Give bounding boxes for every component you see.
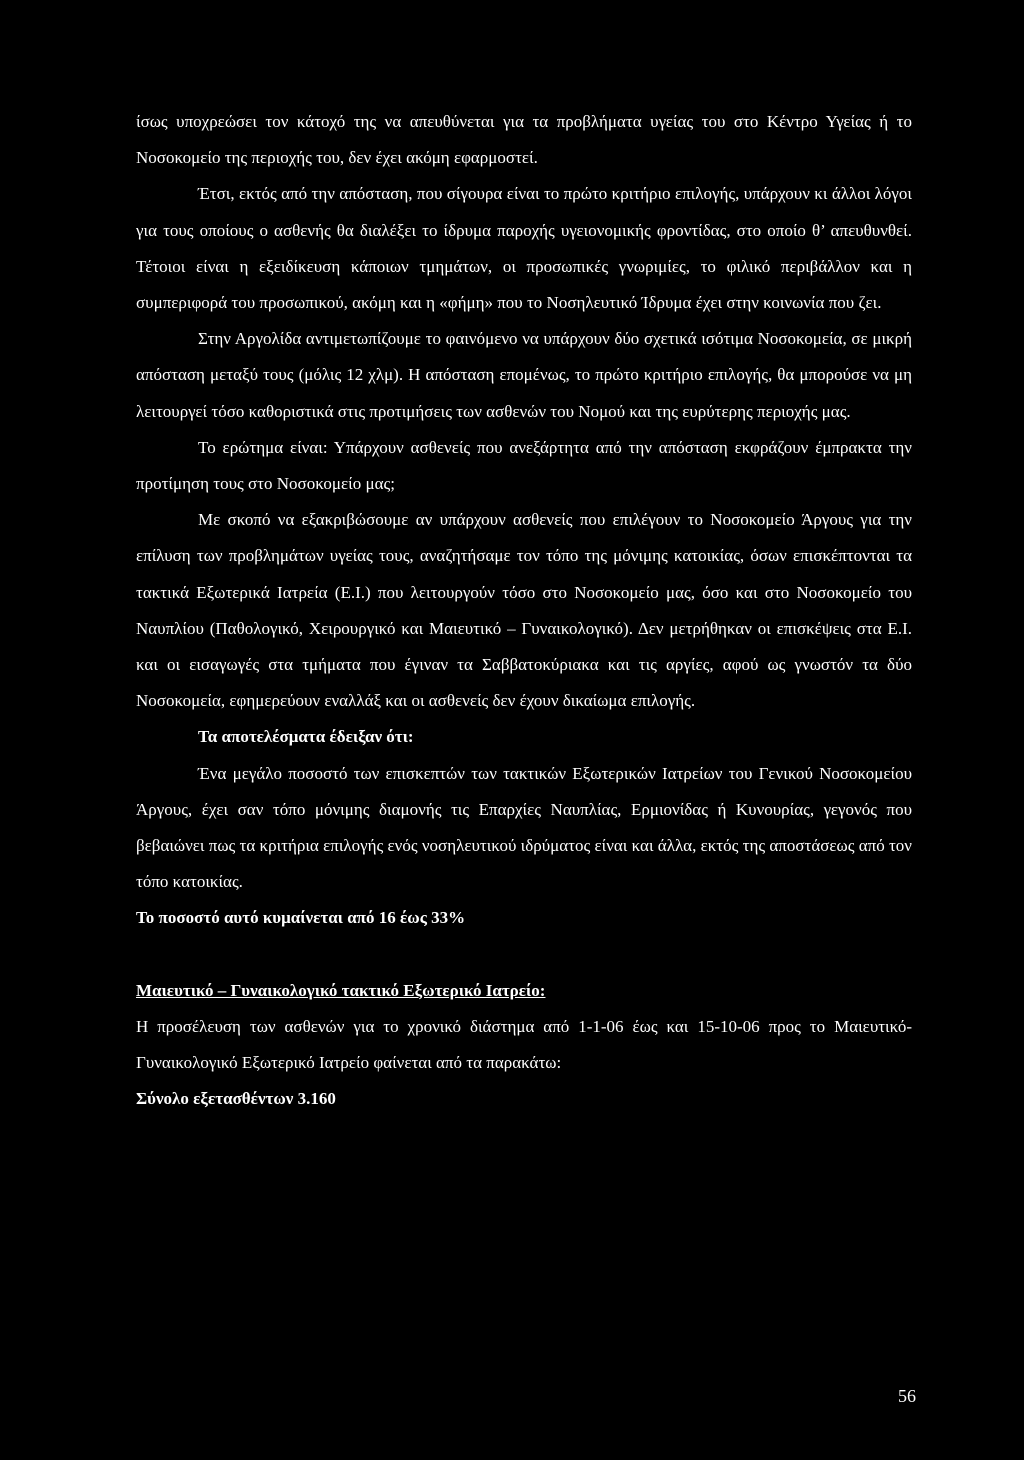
paragraph-results: Ένα μεγάλο ποσοστό των επισκεπτών των τακτικών Εξωτερικών Ιατρείων του Γενικού Νοσοκομείου Άργους, έχει σαν τόπο μόνιμης διαμονής τις Επαρχίες Ναυπλίας, Ερμιονίδας ή Κυνουρίας, γεγονός που βεβαιώνει πως τα κριτήρια επιλογής ενός νοσηλευτικού ιδρύματος είναι και άλλα, εκτός της αποστάσεως από τον τόπο κατοικίας. <box>136 763 912 892</box>
paragraph-argolida: Στην Αργολίδα αντιμετωπίζουμε το φαινόμενο να υπάρχουν δύο σχετικά ισότιμα Νοσοκομεία, σε μικρή απόσταση μεταξύ τους (μόλις 12 χλμ). Η απόσταση επομένως, το πρώτο κριτήριο επιλογής, θα μπορούσε να μη λειτουργεί τόσο καθοριστικά στις προτιμήσεις των ασθενών του Νομού και της ευρύτερης περιοχής μας. <box>136 329 912 421</box>
results-heading: Τα αποτελέσματα έδειξαν ότι: <box>198 727 414 747</box>
paragraph-question: Το ερώτημα είναι: Υπάρχουν ασθενείς που ανεξάρτητα από την απόσταση εκφράζουν έμπρακτα την προτίμηση τους στο Νοσοκομείο μας; <box>136 437 912 494</box>
section-heading-obstetrics: Μαιευτικό – Γυναικολογικό τακτικό Εξωτερικό Ιατρείο: <box>136 980 546 1000</box>
paragraph-continuation: ίσως υποχρεώσει τον κάτοχό της να απευθύνεται για τα προβλήματα υγείας του στο Κέντρο Υγείας ή το Νοσοκομείο της περιοχής του, δεν έχει ακόμη εφαρμοστεί. <box>136 112 912 168</box>
percentage-statement: Το ποσοστό αυτό κυμαίνεται από 16 έως 33% <box>136 908 466 928</box>
spacer <box>136 937 912 973</box>
total-examined: Σύνολο εξετασθέντων 3.160 <box>136 1089 336 1109</box>
paragraph-attendance: Η προσέλευση των ασθενών για το χρονικό διάστημα από 1-1-06 έως και 15-10-06 προς το Μαιευτικό-Γυναικολογικό Εξωτερικό Ιατρείο φαίνεται από τα παρακάτω: <box>136 1016 912 1073</box>
paragraph-method: Με σκοπό να εξακριβώσουμε αν υπάρχουν ασθενείς που επιλέγουν το Νοσοκομείο Άργους για την επίλυση των προβλημάτων υγείας τους, αναζητήσαμε τον τόπο της μόνιμης κατοικίας, όσων επισκέπτονται τα τακτικά Εξωτερικά Ιατρεία (Ε.Ι.) που λειτουργούν τόσο στο Νοσοκομείο μας, όσο και στο Νοσοκομείο του Ναυπλίου (Παθολογικό, Χειρουργικό και Μαιευτικό – Γυναικολογικό). Δεν μετρήθηκαν οι επισκέψεις στα Ε.Ι. και οι εισαγωγές στα τμήματα που έγιναν τα Σαββατοκύριακα και τις αργίες, αφού ως γνωστόν τα δύο Νοσοκομεία, εφημερεύουν εναλλάξ και οι ασθενείς δεν έχουν δικαίωμα επιλογής. <box>136 510 912 711</box>
page-number: 56 <box>898 1386 916 1406</box>
document-body <box>136 104 912 1117</box>
paragraph-selection-criteria: Έτσι, εκτός από την απόσταση, που σίγουρα είναι το πρώτο κριτήριο επιλογής, υπάρχουν κι άλλοι λόγοι για τους οποίους ο ασθενής θα διαλέξει το ίδρυμα παροχής υγειονομικής φροντίδας, στο οποίο θ’ απευθυνθεί. Τέτοιοι είναι η εξειδίκευση κάποιων τμημάτων, οι προσωπικές γνωριμίες, το φιλικό περιβάλλον και η συμπεριφορά του προσωπικού, ακόμη και η «φήμη» που το Νοσηλευτικό Ίδρυμα έχει στην κοινωνία που ζει. <box>136 184 912 313</box>
